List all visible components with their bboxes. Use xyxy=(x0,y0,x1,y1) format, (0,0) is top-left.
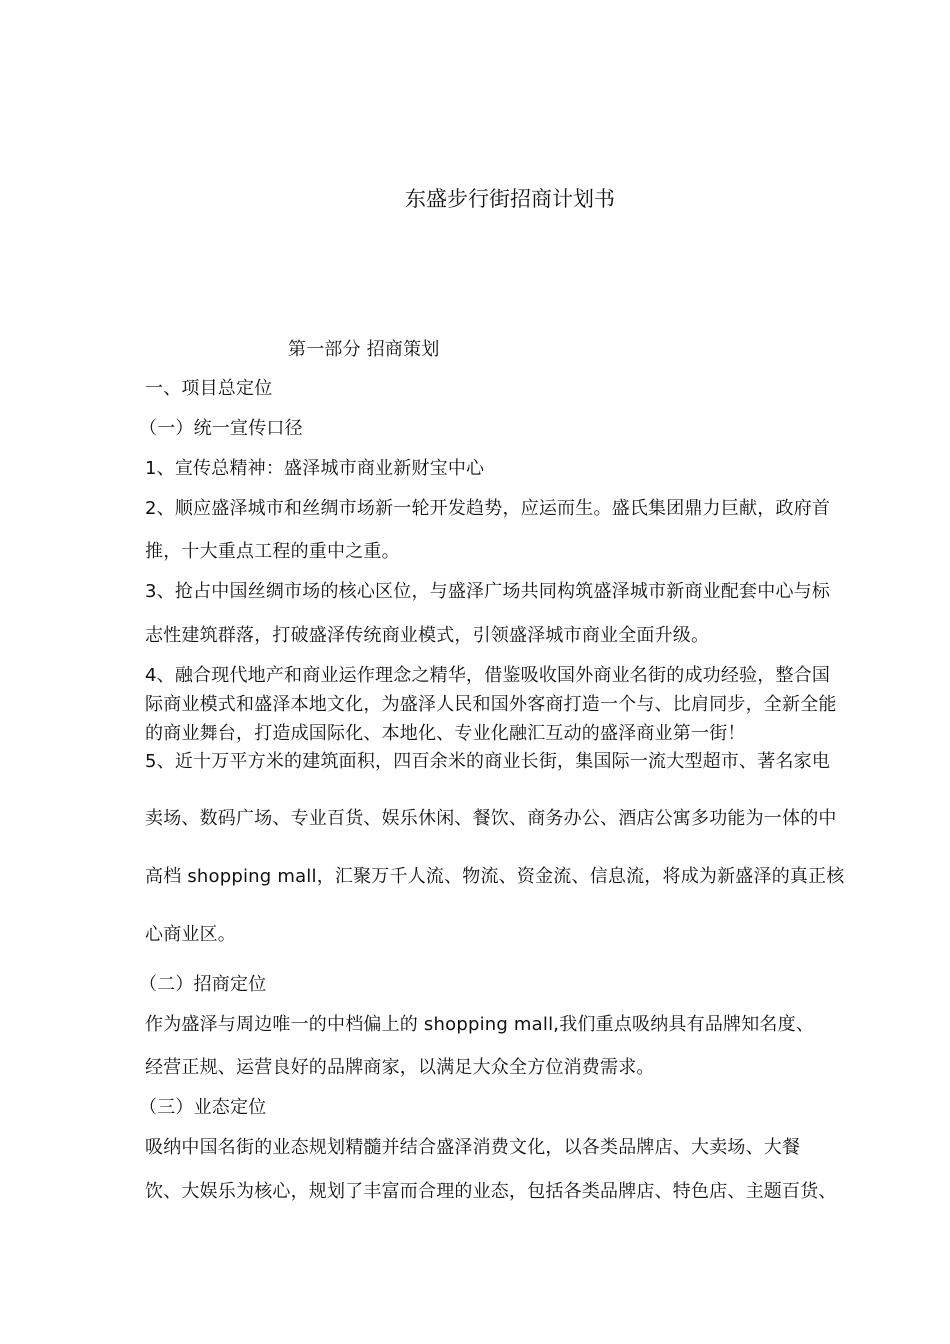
paragraph-line: 1、宣传总精神：盛泽城市商业新财宝中心 xyxy=(145,458,485,479)
document-title: 东盛步行街招商计划书 xyxy=(405,187,615,211)
paragraph-line: 饮、大娱乐为核心，规划了丰富而合理的业态，包括各类品牌店、特色店、主题百货、 xyxy=(145,1181,837,1202)
paragraph-line: 3、抢占中国丝绸市场的核心区位，与盛泽广场共同构筑盛泽城市新商业配套中心与标 xyxy=(145,581,831,602)
paragraph-line: 2、顺应盛泽城市和丝绸市场新一轮开发趋势，应运而生。盛氏集团鼎力巨献，政府首 xyxy=(145,498,831,519)
paragraph-line: 经营正规、运营良好的品牌商家，以满足大众全方位消费需求。 xyxy=(145,1057,655,1078)
subheading-format-positioning: （三）业态定位 xyxy=(139,1097,267,1118)
paragraph-line: 吸纳中国名街的业态规划精髓并结合盛泽消费文化，以各类品牌店、大卖场、大餐 xyxy=(145,1137,801,1158)
paragraph-line: 际商业模式和盛泽本地文化，为盛泽人民和国外客商打造一个与、比肩同步，全新全能 xyxy=(145,694,837,715)
paragraph-line: 5、近十万平方米的建筑面积，四百余米的商业长街，集国际一流大型超市、著名家电 xyxy=(145,751,831,772)
paragraph-line: 心商业区。 xyxy=(145,924,236,945)
paragraph-line: 4、融合现代地产和商业运作理念之精华，借鉴吸收国外商业名街的成功经验，整合国 xyxy=(145,665,831,686)
paragraph-line: 推，十大重点工程的重中之重。 xyxy=(145,541,400,562)
paragraph-line: 志性建筑群落，打破盛泽传统商业模式，引领盛泽城市商业全面升级。 xyxy=(145,625,710,646)
paragraph-line: 高档 shopping mall，汇聚万千人流、物流、资金流、信息流，将成为新盛泽的真正核 xyxy=(145,866,845,887)
subheading-unified-publicity: （一）统一宣传口径 xyxy=(139,418,303,439)
part-heading: 第一部分 招商策划 xyxy=(288,339,440,360)
subheading-leasing-positioning: （二）招商定位 xyxy=(139,974,267,995)
paragraph-line: 的商业舞台，打造成国际化、本地化、专业化融汇互动的盛泽商业第一街！ xyxy=(145,723,746,744)
paragraph-line: 作为盛泽与周边唯一的中档偏上的 shopping mall,我们重点吸纳具有品牌知名度、 xyxy=(145,1014,815,1035)
paragraph-line: 卖场、数码广场、专业百货、娱乐休闲、餐饮、商务办公、酒店公寓多功能为一体的中 xyxy=(145,808,837,829)
heading-project-positioning: 一、项目总定位 xyxy=(145,378,273,399)
